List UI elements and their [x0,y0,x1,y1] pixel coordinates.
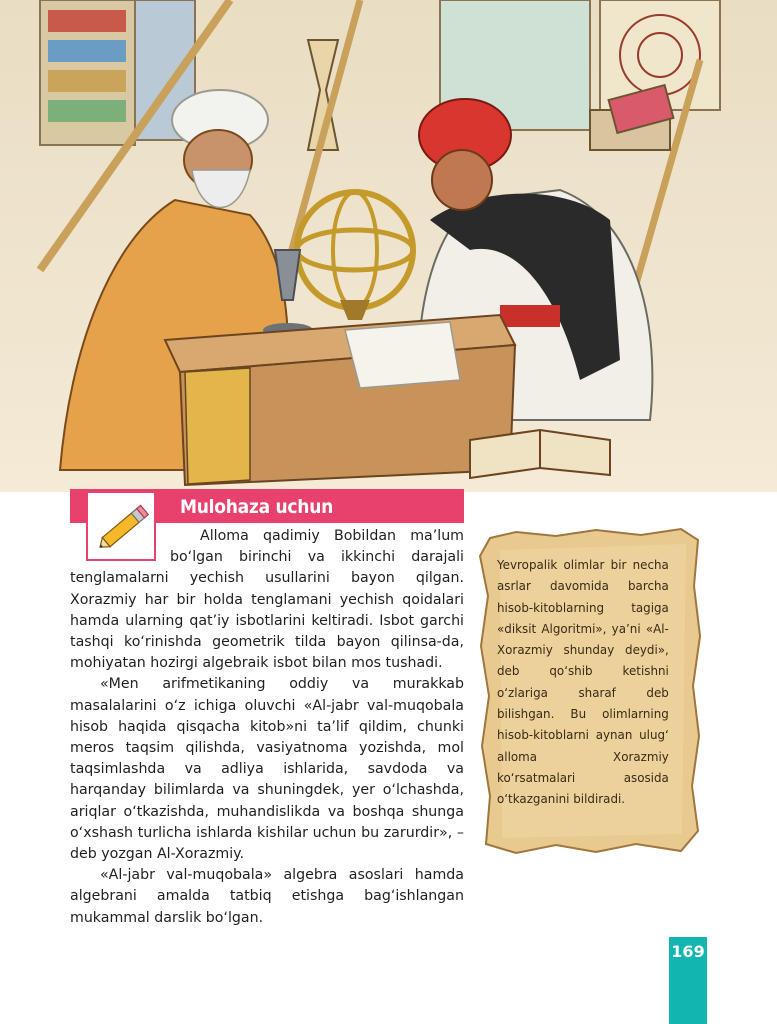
icon-wrap-spacer [70,526,170,568]
page-number: 169 [671,942,705,961]
section-title: Mulohaza uchun [180,496,334,518]
red-sash [500,305,560,327]
shelf-books [48,10,126,32]
paper-sheet [345,322,460,388]
paragraph-3: «Al-jabr val-muqobala» algebra asoslari hamda algebrani amalda tatbiq etishga bag‘ishlangan mukammal darslik bo‘lgan. [70,867,464,926]
paragraph-2: «Men arifmetikaning oddiy va murakkab masalalarini o‘z ichiga oluvchi «Al-jabr val-muqobala hisob haqida qisqacha kitob»ni ta’lif qildim, chunki meros taqsim qilishda, vasiyatnoma yozishda, mol taqsimlashda va adliya ishlarida, savdoda va harqanday bilimlarda va shuningdek, yer o‘lchashda, ariqlar o‘tkazishda, muhandislikda va boshqa shunga o‘xshash turlicha ishlarda kishilar uchun bu zarurdir», – deb yozgan Al-Xorazmiy. [70,676,464,863]
chest-ornament [185,368,250,484]
parchment-text: Yevropalik olimlar bir necha asrlar davomida barcha hisob-kitoblarning tagiga «diksit Algoritmi», ya’ni «Al-Xorazmiy shunday deydi», deb qo‘shib ketishni o‘zlariga sharaf deb bilishgan. Bu olimlarning hisob-kitoblarni aynan ulug‘ alloma Xorazmiy ko‘rsatmalari asosida o‘tkazganini bildiradi. [497,557,669,807]
shelf-books [48,100,126,122]
shelf-books [48,40,126,62]
body-text [70,526,464,929]
paragraph-1: Alloma qadimiy Bobildan ma’lum bo‘lgan birinchi va ikkinchi darajali tenglamalarni yechish usullarini bayon qilgan. Xorazmiy har bir holda tenglamani yechish qoidalari hamda ularning qat’iy isbotlarini keltiradi. Isbot garchi tashqi ko‘rinishda geometrik tilda bayon qilinsa-da, mohiyatan hozirgi algebraik isbot bilan mos tushadi. [70,528,464,672]
shelf-books [48,70,126,92]
scholar-face [432,150,492,210]
scholars-illustration [0,0,777,492]
